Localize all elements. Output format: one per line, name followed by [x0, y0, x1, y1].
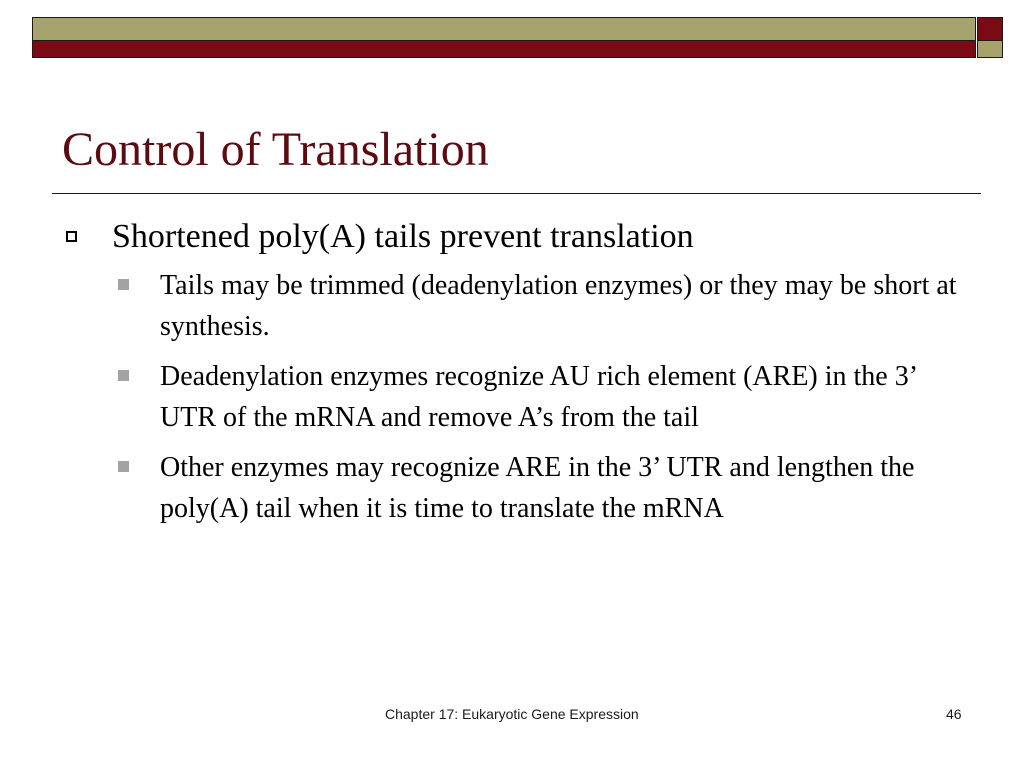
sub-bullet-list — [62, 265, 982, 529]
filled-square-icon — [118, 279, 129, 290]
sub-bullet-text: Tails may be trimmed (deadenylation enzymes) or they may be short at synthesis. — [160, 270, 957, 342]
header-decoration-olive-bar — [32, 17, 976, 41]
header-decoration-maroon-square — [977, 17, 1003, 41]
header-decoration-olive-square — [977, 41, 1003, 58]
slide-content — [62, 215, 982, 538]
footer-chapter-label: Chapter 17: Eukaryotic Gene Expression — [385, 706, 639, 722]
hollow-square-icon — [66, 231, 77, 242]
bullet-level1 — [62, 215, 982, 259]
header-decoration-maroon-bar — [32, 41, 976, 58]
filled-square-icon — [118, 461, 129, 472]
main-point-text: Shortened poly(A) tails prevent translation — [112, 218, 694, 255]
sub-bullet — [118, 265, 982, 347]
sub-bullet — [118, 447, 982, 529]
sub-bullet-text: Other enzymes may recognize ARE in the 3’ UTR and lengthen the poly(A) tail when it is time to translate the mRNA — [160, 452, 915, 524]
sub-bullet-text: Deadenylation enzymes recognize AU rich element (ARE) in the 3’ UTR of the mRNA and remove A’s from the tail — [160, 361, 916, 433]
footer-page-number: 46 — [946, 706, 962, 722]
title-divider — [52, 193, 981, 194]
sub-bullet — [118, 356, 982, 438]
filled-square-icon — [118, 370, 129, 381]
slide-title: Control of Translation — [62, 123, 489, 176]
